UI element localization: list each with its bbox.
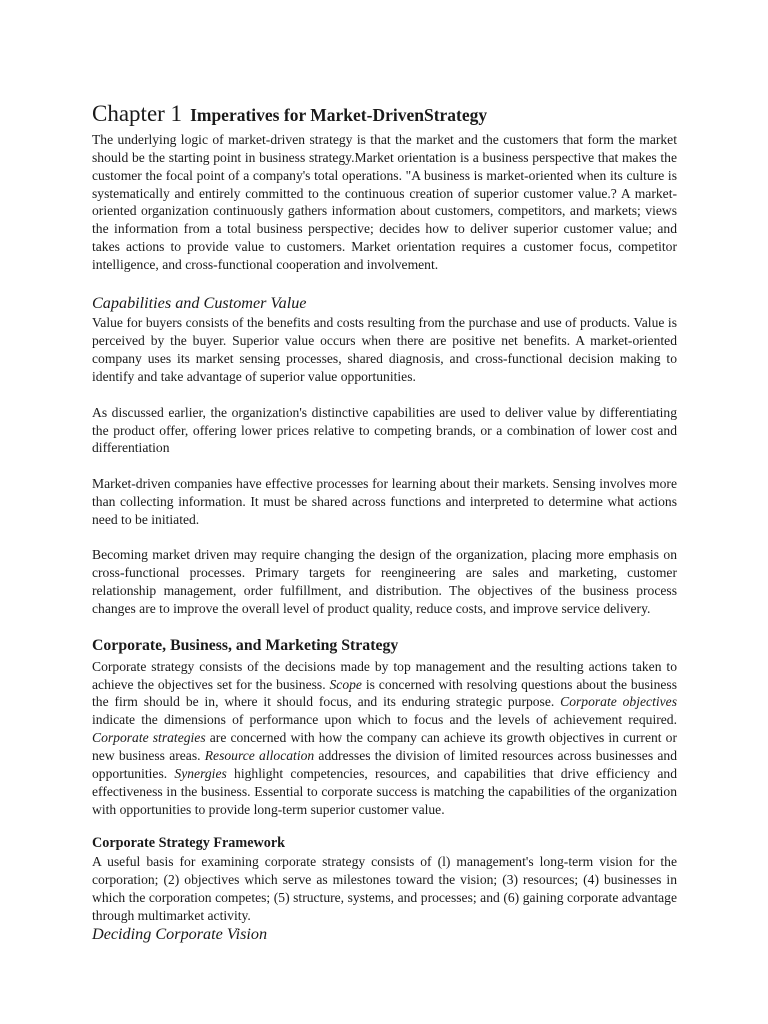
chapter-title [92,92,677,129]
capabilities-paragraph-4: Becoming market driven may require changing the design of the organization, placing more emphasis on cross-functional processes. Primary targets for reengineering are sales and marketing, customer relationship management, order fulfillment, and distribution. The objectives of the business process changes are to improve the overall level of product quality, reduce costs, and improve service delivery. [92,547,677,616]
corporate-text-6: highlight competencies, resources, and capabilities that drive efficiency and effectiveness in the business. Essential to corporate success is matching the capabilities of the organization with opportunities to provide long-term superior customer value. [92,766,677,817]
term-corporate-objectives: Corporate objectives [560,694,677,710]
corporate-text-1: Corporate strategy consists of the decisions made by top management and the resulting actions taken to achieve the objectives set for the business. [92,658,677,692]
framework-paragraph: A useful basis for examining corporate strategy consists of (l) management's long-term vision for the corporation; (2) objectives which serve as milestones toward the vision; (3) resources; (4) businesses in which the corporation competes; (5) structure, systems, and processes; and (6) gaining corporate advantage through multimarket activity. [92,853,677,923]
term-scope: Scope [329,676,362,692]
intro-paragraph: The underlying logic of market-driven strategy is that the market and the customers that form the market should be the starting point in business strategy.Market orientation is a business perspective that makes the customer the focal point of a company's total operations. "A business is market-oriented when its culture is systematically and entirely committed to the continuous creation of superior customer value.? A market-oriented organization continuously gathers information about customers, competitors, and markets; views the information from a total business perspective; decides how to deliver superior customer value; and takes actions to provide value to customers. Market orientation requires a customer focus, competitor intelligence, and cross-functional cooperation and involvement. [92,131,677,273]
document-page [92,92,677,945]
term-synergies: Synergies [174,766,227,782]
term-corporate-strategies: Corporate strategies [92,730,206,746]
section-heading-framework: Corporate Strategy Framework [92,834,286,851]
capabilities-paragraph-3: Market-driven companies have effective processes for learning about their markets. Sensing involves more than collecting information. It must be shared across functions and interpreted to determine what actions need to be initiated. [92,475,677,527]
section-heading-vision: Deciding Corporate Vision [92,925,268,944]
corporate-text-4: are concerned with how the company can achieve its growth objectives in current or new business areas. [92,730,678,764]
section-heading-capabilities: Capabilities and Customer Value [92,294,307,313]
corporate-text-5: addresses the division of limited resources across businesses and opportunities. [92,748,677,782]
corporate-text-2: is concerned with resolving questions about the business the firm should be in, where it should focus, and its enduring strategic purpose. [92,676,677,710]
capabilities-paragraph-1: Value for buyers consists of the benefits and costs resulting from the purchase and use of products. Value is perceived by the buyer. Superior value occurs when there are positive net benefits. A market-oriented company uses its market sensing processes, shared diagnosis, and cross-functional decision making to identify and take advantage of superior value opportunities. [92,315,677,385]
term-resource-allocation: Resource allocation [204,748,315,764]
corporate-paragraph [92,658,677,819]
chapter-heading: Imperatives for Market-DrivenStrategy [190,105,488,125]
capabilities-paragraph-2: As discussed earlier, the organization's distinctive capabilities are used to deliver value by differentiating the product offer, offering lower prices relative to competing brands, or a combination of lower cost and differentiation [92,404,677,456]
corporate-text-3: indicate the dimensions of performance upon which to focus and the levels of achievement required. [92,712,677,728]
section-heading-corporate: Corporate, Business, and Marketing Strategy [92,636,399,654]
chapter-number: Chapter 1 [92,101,183,126]
